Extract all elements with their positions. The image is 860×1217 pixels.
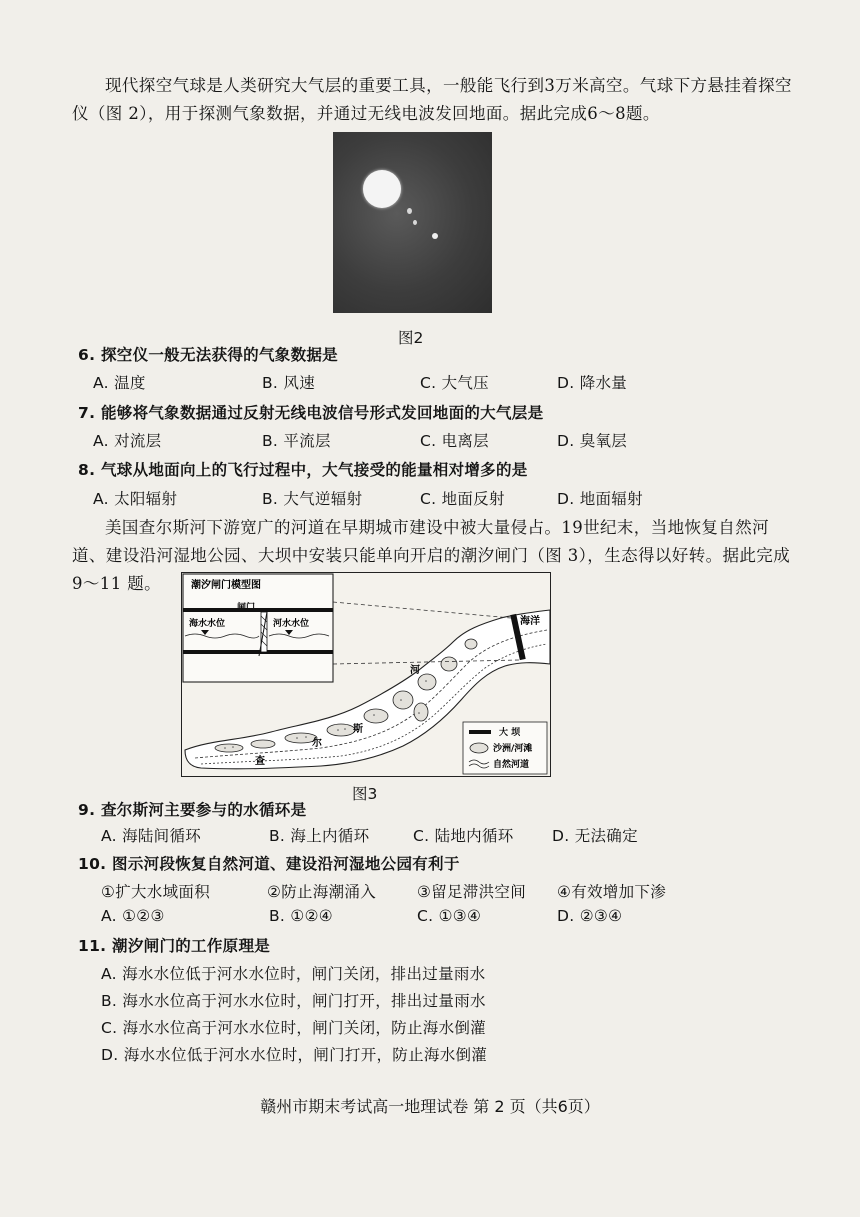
legend-sandbar: 沙洲/河滩 xyxy=(493,744,533,754)
question-10-stem: 10. 图示河段恢复自然河道、建设沿河湿地公园有利于 xyxy=(78,855,460,873)
q6-option-a: A. 温度 xyxy=(93,374,146,392)
q7-option-c: C. 电离层 xyxy=(420,432,489,450)
q8-option-a: A. 太阳辐射 xyxy=(93,490,178,508)
sandbar xyxy=(441,657,457,671)
q11-option-b: B. 海水水位高于河水水位时，闸门打开，排出过量雨水 xyxy=(101,992,486,1010)
q6-option-b: B. 风速 xyxy=(262,374,315,392)
river-level-label: 河水水位 xyxy=(273,619,310,629)
instrument-dot xyxy=(413,220,417,225)
q10-option-a: A. ①②③ xyxy=(101,907,165,925)
figure-3-caption: 图3 xyxy=(352,785,378,803)
q6-option-d: D. 降水量 xyxy=(557,374,628,392)
q10-option-c: C. ①③④ xyxy=(417,907,482,925)
question-8-stem: 8. 气球从地面向上的飞行过程中，大气接受的能量相对增多的是 xyxy=(78,461,528,479)
sandbar xyxy=(215,744,243,752)
figure-2-photo xyxy=(333,132,492,313)
q10-item-3: ③留足滞洪空间 xyxy=(417,883,526,901)
q9-option-a: A. 海陆间循环 xyxy=(101,827,202,845)
page-footer: 赣州市期末考试高一地理试卷 第 2 页（共6页） xyxy=(260,1097,600,1116)
sandbar xyxy=(465,639,477,649)
q10-item-2: ②防止海潮涌入 xyxy=(267,883,376,901)
q10-item-1: ①扩大水域面积 xyxy=(101,883,210,901)
q11-option-d: D. 海水水位低于河水水位时，闸门打开，防止海水倒灌 xyxy=(101,1046,488,1064)
q7-option-b: B. 平流层 xyxy=(262,432,331,450)
river-label-cha: 查 xyxy=(255,756,265,767)
sandbar xyxy=(364,709,388,723)
q8-option-c: C. 地面反射 xyxy=(420,490,505,508)
radiosonde-dot xyxy=(432,233,438,239)
river-label-er: 尔 xyxy=(312,738,322,749)
sandbar xyxy=(418,674,436,690)
sandbar xyxy=(327,724,355,736)
q8-option-b: B. 大气逆辐射 xyxy=(262,490,363,508)
legend-dam: 大 坝 xyxy=(499,728,521,738)
q11-option-c: C. 海水水位高于河水水位时，闸门关闭，防止海水倒灌 xyxy=(101,1019,486,1037)
q7-option-d: D. 臭氧层 xyxy=(557,432,628,450)
question-6-stem: 6. 探空仪一般无法获得的气象数据是 xyxy=(78,346,338,364)
q9-option-d: D. 无法确定 xyxy=(552,827,638,845)
q9-option-b: B. 海上内循环 xyxy=(269,827,370,845)
sea-level-label: 海水水位 xyxy=(189,619,226,629)
river-label-he: 河 xyxy=(410,665,420,676)
ocean-label: 海洋 xyxy=(520,616,540,627)
q10-item-4: ④有效增加下渗 xyxy=(557,883,666,901)
sandbar xyxy=(251,740,275,748)
figure-3-map xyxy=(181,572,551,777)
intro-balloon-paragraph: 现代探空气球是人类研究大气层的重要工具，一般能飞行到3万米高空。气球下方悬挂着探空仪（图 2），用于探测气象数据，并通过无线电波发回地面。据此完成6～8题。 xyxy=(72,76,792,123)
q6-option-c: C. 大气压 xyxy=(420,374,489,392)
river-label-si: 斯 xyxy=(353,724,363,735)
balloon-image xyxy=(363,170,401,208)
instrument-dot xyxy=(407,208,412,214)
q9-option-c: C. 陆地内循环 xyxy=(413,827,514,845)
inset-title: 潮汐闸门模型图 xyxy=(191,580,261,591)
q10-option-d: D. ②③④ xyxy=(557,907,623,925)
figure-2-caption: 图2 xyxy=(398,329,424,347)
sandbar xyxy=(393,691,413,709)
q7-option-a: A. 对流层 xyxy=(93,432,162,450)
question-7-stem: 7. 能够将气象数据通过反射无线电波信号形式发回地面的大气层是 xyxy=(78,404,544,422)
question-9-stem: 9. 查尔斯河主要参与的水循环是 xyxy=(78,801,307,819)
sandbar xyxy=(414,703,428,721)
legend-natural-channel: 自然河道 xyxy=(493,760,530,770)
q10-option-b: B. ①②④ xyxy=(269,907,333,925)
q8-option-d: D. 地面辐射 xyxy=(557,490,643,508)
question-11-stem: 11. 潮汐闸门的工作原理是 xyxy=(78,937,271,955)
intro-charles-river-paragraph: 美国查尔斯河下游宽广的河道在早期城市建设中被大量侵占。19世纪末，当地恢复自然河道、建设沿河湿地公园、大坝中安装只能单向开启的潮汐闸门（图 3），生态得以好转。据此完成 9～11 题。 xyxy=(72,518,791,593)
q11-option-a: A. 海水水位低于河水水位时，闸门关闭，排出过量雨水 xyxy=(101,965,486,983)
